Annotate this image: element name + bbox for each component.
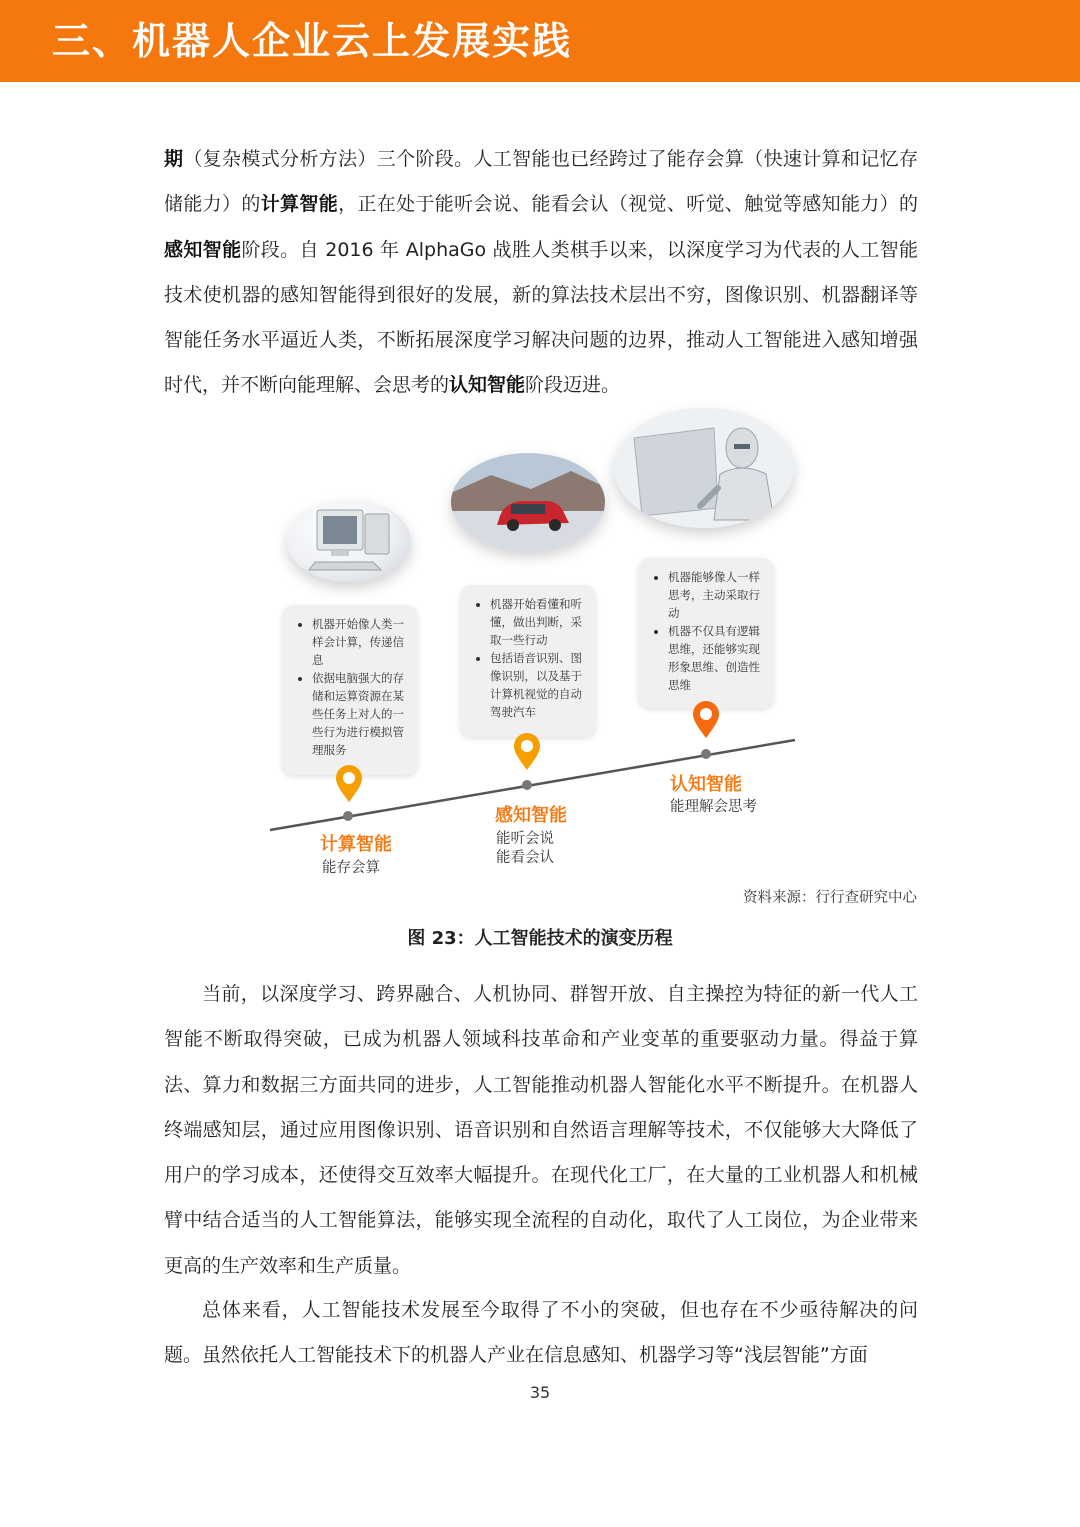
page-number: 35	[529, 1383, 551, 1402]
location-pin-icon	[691, 700, 721, 740]
figure-source: 资料来源：行行查研究中心	[743, 890, 917, 906]
stage-subtitle: 能看会认	[496, 850, 554, 866]
stage-subtitle: 能理解会思考	[670, 799, 757, 815]
robot-image	[614, 408, 794, 528]
stage-bullet: • 机器开始像人类一样会计算，传递信息	[312, 615, 408, 669]
stage-bullet: • 机器能够像人一样思考，主动采取行动	[668, 568, 764, 622]
stage-card-perception	[460, 585, 596, 737]
stage-title-computing: 计算智能	[320, 834, 392, 855]
figure-caption: 图 23：人工智能技术的演变历程	[407, 928, 673, 949]
stage-title-perception: 感知智能	[495, 805, 567, 826]
location-pin-icon	[512, 732, 542, 772]
stage-bullet: • 机器开始看懂和听懂，做出判断，采取一些行动	[490, 595, 586, 649]
body-paragraph: 当前，以深度学习、跨界融合、人机协同、群智开放、自主操控为特征的新一代人工智能不断取得突破，已成为机器人领域科技革命和产业变革的重要驱动力量。得益于算法、算力和数据三方面共同的进步，人工智能推动机器人智能化水平不断提升。在机器人终端感知层，通过应用图像识别、语音识别和自然语言理解等技术，不仅能够大大降低了用户的学习成本，还使得交互效率大幅提升。在现代化工厂，在大量的工业机器人和机械臂中结合适当的人工智能算法，能够实现全流程的自动化，取代了人工岗位，为企业带来更高的生产效率和生产质量。	[164, 983, 918, 1277]
stage-subtitle: 能听会说	[496, 831, 554, 847]
car-image-bubble	[451, 453, 605, 551]
bold-term-cognition: 认知智能	[449, 374, 526, 397]
body-paragraph: 总体来看，人工智能技术发展至今取得了不小的突破，但也存在不少亟待解决的问题。虽然依托人工智能技术下的机器人产业在信息感知、机器学习等“浅层智能”方面	[164, 1299, 918, 1367]
location-pin-icon	[334, 764, 364, 804]
stage-subtitle: 能存会算	[322, 860, 380, 876]
computer-icon	[287, 500, 411, 582]
section-title: 三、机器人企业云上发展实践	[52, 19, 573, 63]
stage-title-cognition: 认知智能	[670, 774, 742, 795]
intro-paragraph	[164, 137, 918, 409]
stage-bullet-list	[282, 605, 418, 769]
bold-term-perception: 感知智能	[164, 238, 242, 261]
stage-card-cognition	[638, 558, 774, 708]
stage-bullet: • 依据电脑强大的存储和运算资源在某些任务上对人的一些行为进行模拟管理服务	[312, 669, 408, 759]
ai-evolution-figure	[250, 400, 810, 890]
intro-text: ，正在处于能听会说、能看会认（视觉、听觉、触觉等感知能力）的	[338, 193, 918, 216]
bold-term-computing: 计算智能	[260, 193, 339, 216]
stage-bullet-list	[460, 585, 596, 731]
stage-bullet: • 机器不仅具有逻辑思维，还能够实现形象思维、创造性思维	[668, 622, 764, 694]
stage-bullet: • 包括语音识别、图像识别，以及基于计算机视觉的自动驾驶汽车	[490, 649, 586, 721]
bold-term: 期	[164, 148, 184, 170]
intro-text: （复杂模式分析方法）三个阶段。人工智能也已经跨过了能存会算（快速计算和记忆存储能力）的	[164, 148, 918, 216]
stage-bullet-list	[638, 558, 774, 704]
robot-image-bubble	[614, 408, 794, 528]
car-image	[451, 453, 605, 551]
stage-card-computing	[282, 605, 418, 775]
intro-text: 阶段。自 2016 年 AlphaGo 战胜人类棋手以来，以深度学习为代表的人工智能技术使机器的感知智能得到很好的发展，新的算法技术层出不穷，图像识别、机器翻译等智能任务水平逼近人类，不断拓展深度学习解决问题的边界，推动人工智能进入感知增强时代，并不断向能理解、会思考的	[164, 238, 918, 397]
header-bar	[0, 0, 1080, 82]
intro-text: 阶段迈进。	[525, 374, 621, 397]
computer-image-bubble	[287, 500, 411, 582]
